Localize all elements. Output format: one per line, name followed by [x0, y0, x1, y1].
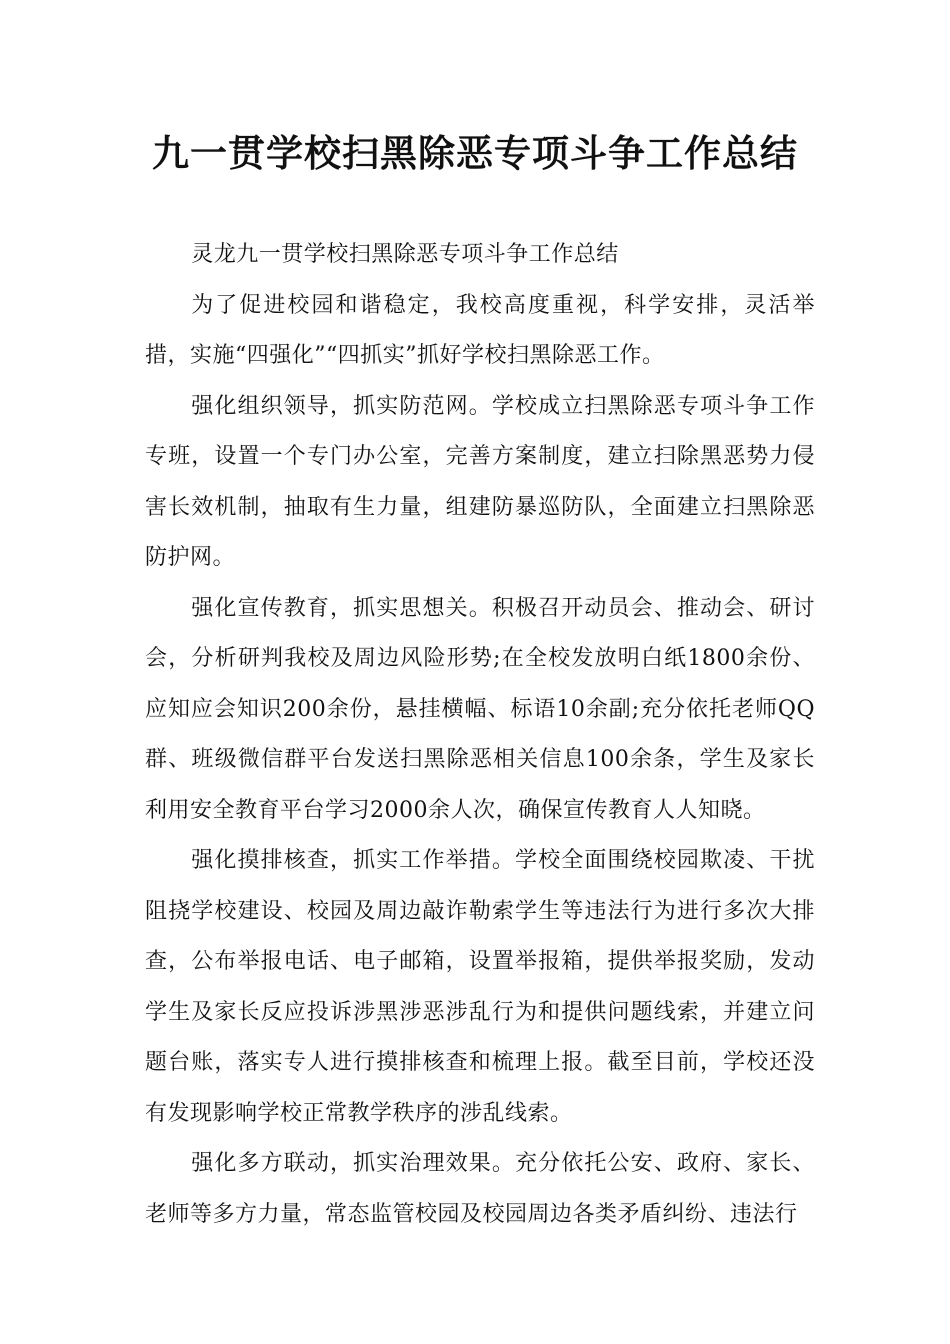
- intro-paragraph: 为了促进校园和谐稳定，我校高度重视，科学安排，灵活举措，实施“四强化”“四抓实”抓好学校扫黑除恶工作。: [145, 292, 815, 368]
- publicity-paragraph: 强化宣传教育，抓实思想关。积极召开动员会、推动会、研讨会，分析研判我校及周边风险形势;在全校发放明白纸1800余份、应知应会知识200余份，悬挂横幅、标语10余副;充分依托老师QQ群、班级微信群平台发送扫黑除恶相关信息100余条，学生及家长利用安全教育平台学习2000余人次，确保宣传教育人人知晓。: [145, 595, 815, 823]
- document-body: [145, 230, 815, 1240]
- cooperation-paragraph: 强化多方联动，抓实治理效果。充分依托公安、政府、家长、老师等多方力量，常态监管校园及校园周边各类矛盾纠纷、违法行: [145, 1151, 815, 1227]
- investigation-paragraph: 强化摸排核查，抓实工作举措。学校全面围绕校园欺凌、干扰阻挠学校建设、校园及周边敲诈勒索学生等违法行为进行多次大排查，公布举报电话、电子邮箱，设置举报箱，提供举报奖励，发动学生及家长反应投诉涉黑涉恶涉乱行为和提供问题线索，并建立问题台账，落实专人进行摸排核查和梳理上报。截至目前，学校还没有发现影响学校正常教学秩序的涉乱线索。: [145, 848, 815, 1126]
- organization-paragraph: 强化组织领导，抓实防范网。学校成立扫黑除恶专项斗争工作专班，设置一个专门办公室，完善方案制度，建立扫除黑恶势力侵害长效机制，抽取有生力量，组建防暴巡防队，全面建立扫黑除恶防护网。: [145, 393, 815, 570]
- document-title: 九一贯学校扫黑除恶专项斗争工作总结: [152, 132, 798, 175]
- subtitle-paragraph: 灵龙九一贯学校扫黑除恶专项斗争工作总结: [191, 242, 619, 267]
